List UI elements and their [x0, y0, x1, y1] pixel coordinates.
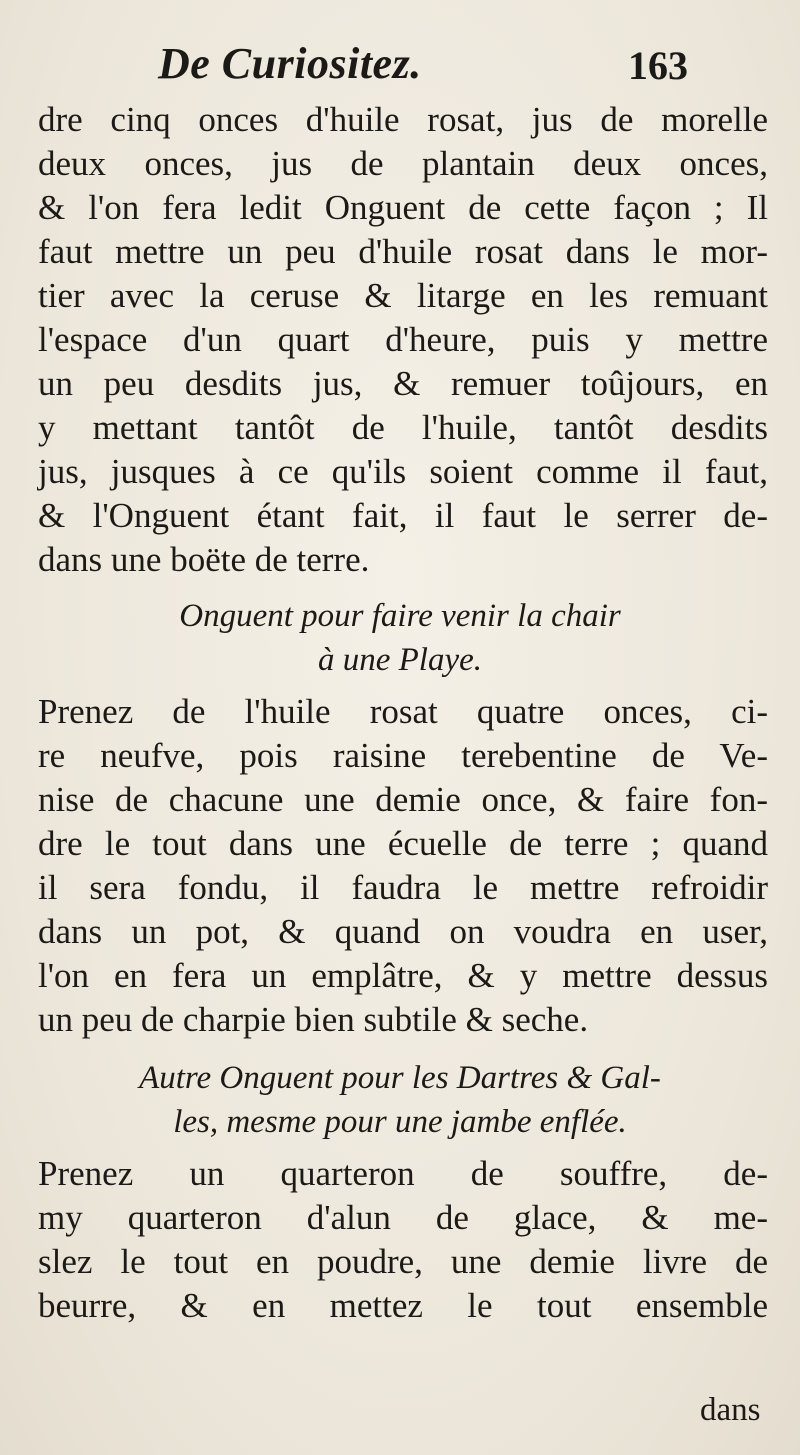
page-header: [0, 38, 800, 98]
running-title: De Curiositez.: [158, 39, 422, 88]
text-line: Prenez un quarteron de souffre, de-: [38, 1154, 768, 1193]
section-heading: Onguent pour faire venir la chair: [179, 598, 621, 634]
text-line: l'on en fera un emplâtre, & y mettre dessus: [38, 956, 768, 995]
text-line: re neufve, pois raisine terebentine de Ve-: [38, 736, 768, 775]
text-line: un peu de charpie bien subtile & seche.: [38, 1000, 589, 1039]
text-line: faut mettre un peu d'huile rosat dans le mor-: [38, 232, 768, 271]
text-line: & l'on fera ledit Onguent de cette façon ; Il: [38, 188, 768, 227]
text-line: l'espace d'un quart d'heure, puis y mettre: [38, 320, 768, 359]
text-line: deux onces, jus de plantain deux onces,: [38, 144, 768, 183]
text-line: y mettant tantôt de l'huile, tantôt desdits: [38, 408, 768, 447]
text-line: slez le tout en poudre, une demie livre de: [38, 1242, 768, 1281]
text-line: dans un pot, & quand on voudra en user,: [38, 912, 768, 951]
text-line: dre le tout dans une écuelle de terre ; quand: [38, 824, 768, 863]
section-heading: à une Playe.: [317, 642, 483, 678]
text-line: dre cinq onces d'huile rosat, jus de morelle: [38, 100, 768, 139]
text-line: dans une boëte de terre.: [38, 540, 370, 579]
page-number: 163: [628, 43, 688, 88]
text-line: my quarteron d'alun de glace, & me-: [38, 1198, 768, 1237]
text-line: beurre, & en mettez le tout ensemble: [38, 1286, 768, 1325]
text-line: tier avec la ceruse & litarge en les remuant: [38, 276, 768, 315]
catchword: dans: [700, 1392, 761, 1428]
text-line: & l'Onguent étant fait, il faut le serrer de-: [38, 496, 768, 535]
section-heading: les, mesme pour une jambe enflée.: [173, 1104, 627, 1140]
text-line: nise de chacune une demie once, & faire fon-: [38, 780, 768, 819]
section-heading: Autre Onguent pour les Dartres & Gal-: [139, 1060, 661, 1096]
text-line: il sera fondu, il faudra le mettre refroidir: [38, 868, 768, 907]
text-line: Prenez de l'huile rosat quatre onces, ci-: [38, 692, 768, 731]
text-line: jus, jusques à ce qu'ils soient comme il faut,: [38, 452, 768, 491]
text-line: un peu desdits jus, & remuer toûjours, en: [38, 364, 768, 403]
